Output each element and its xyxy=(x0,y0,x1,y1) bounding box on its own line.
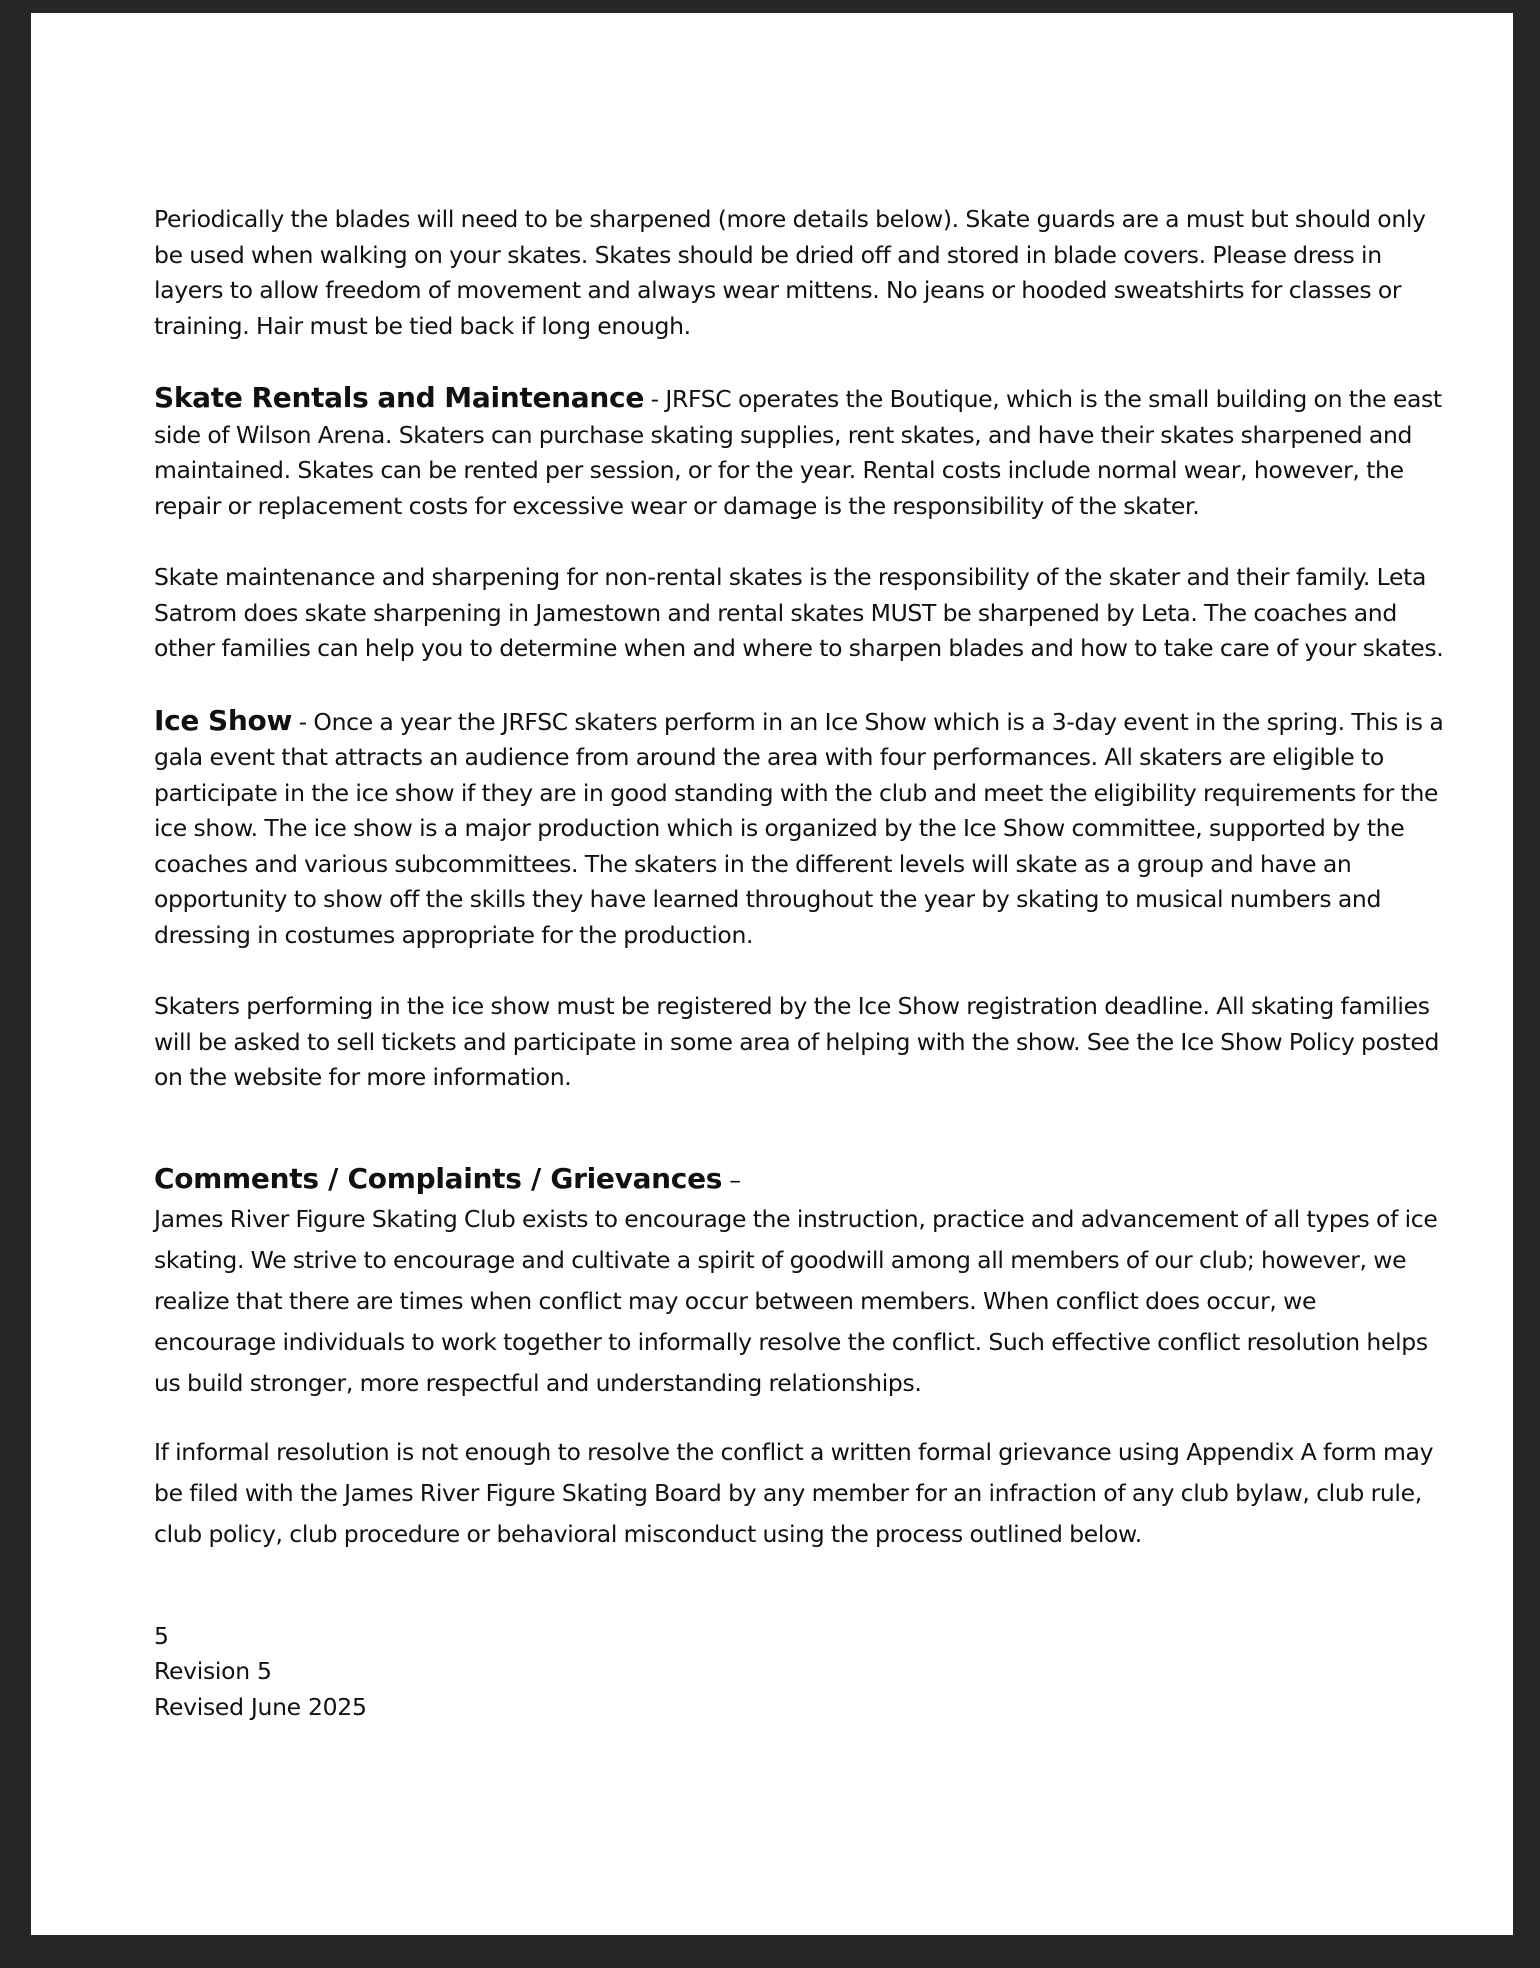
ice-show-registration-paragraph: Skaters performing in the ice show must be registered by the Ice Show registration deadline. All skating families will be asked to sell tickets and participate in some area of helping with the show. See the Ice Show Policy posted on the website for more information. xyxy=(154,992,1440,1091)
comments-paragraph-1: James River Figure Skating Club exists to encourage the instruction, practice and advancement of all types of ice skating. We strive to encourage and cultivate a spirit of goodwill among all members of our club; however, we realize that there are times when conflict may occur between members. When conflict does occur, we encourage individuals to work together to informally resolve the conflict. Such effective conflict resolution helps us build stronger, more respectful and understanding relationships. xyxy=(154,1204,1438,1397)
skate-rentals-paragraph xyxy=(154,380,1444,524)
skate-rentals-text: - JRFSC operates the Boutique, which is the small building on the east side of Wilson Arena. Skaters can purchase skating supplies, rent skates, and have their skates sharpened and maintained. Skates can be rented per session, or for the year. Rental costs include normal wear, however, the repair or replacement costs for excessive wear or damage is the responsibility of the skater. xyxy=(154,385,1442,520)
ice-show-heading: Ice Show xyxy=(154,703,293,737)
ice-show-text: - Once a year the JRFSC skaters perform in an Ice Show which is a 3-day event in the spring. This is a gala event that attracts an audience from around the area with four performances. All skaters are eligible to participate in the ice show if they are in good standing with the club and meet the eligibility requirements for the ice show. The ice show is a major production which is organized by the Ice Show committee, supported by the coaches and various subcommittees. The skaters in the different levels will skate as a group and have an opportunity to show off the skills they have learned throughout the year by skating to musical numbers and dressing in costumes appropriate for the production. xyxy=(154,707,1444,949)
skate-rentals-heading: Skate Rentals and Maintenance xyxy=(154,381,645,414)
page-content xyxy=(154,202,1444,1725)
sharpening-paragraph: Skate maintenance and sharpening for non-rental skates is the responsibility of the skater and their family. Leta Satrom does skate sharpening in Jamestown and rental skates MUST be sharpened by Leta. The coaches and other families can help you to determine when and where to sharpen blades and how to take care of your skates. xyxy=(154,563,1444,662)
comments-heading-line xyxy=(154,1160,1444,1199)
page-footer xyxy=(154,1619,1444,1726)
revision-label: Revision 5 xyxy=(154,1657,272,1685)
document-page xyxy=(31,13,1513,1935)
comments-heading-dash: – xyxy=(722,1165,741,1194)
comments-paragraph-2: If informal resolution is not enough to resolve the conflict a written formal grievance using Appendix A form may be filed with the James River Figure Skating Board by any member for an infraction of any club bylaw, club rule, club policy, club procedure or behavioral misconduct using the process outlined below. xyxy=(154,1437,1434,1548)
maintenance-intro-paragraph: Periodically the blades will need to be sharpened (more details below). Skate guards are a must but should only be used when walking on your skates. Skates should be dried off and stored in blade covers. Please dress in layers to allow freedom of movement and always wear mittens. No jeans or hooded sweatshirts for classes or training. Hair must be tied back if long enough. xyxy=(154,205,1426,340)
page-number: 5 xyxy=(154,1621,169,1650)
ice-show-paragraph xyxy=(154,703,1444,954)
revised-date: Revised June 2025 xyxy=(154,1692,367,1721)
comments-heading: Comments / Complaints / Grievances xyxy=(154,1161,723,1195)
